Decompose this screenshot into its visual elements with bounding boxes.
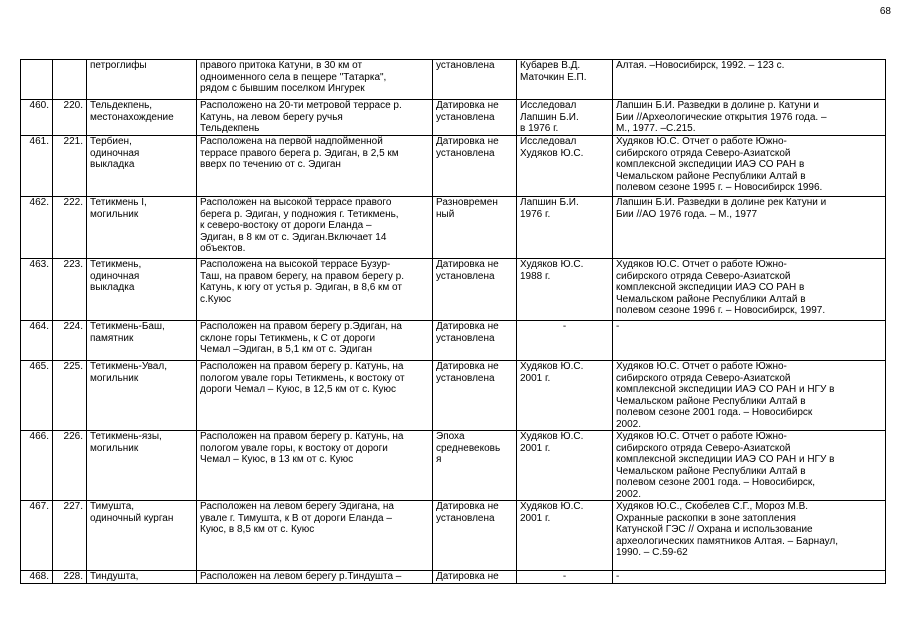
text-line: ный [436, 208, 455, 220]
text-line: установлена [436, 147, 495, 159]
text-line: установлена [436, 60, 495, 71]
text-line: выкладка [90, 159, 135, 170]
text-line: Худяков Ю.С. [520, 431, 584, 442]
text-line: Расположен на левом берегу Эдигана, на [200, 501, 394, 512]
text-line: Тербиен, [90, 136, 132, 147]
cell-location [197, 571, 433, 584]
text-line: Худяков Ю.С. Отчет о работе Южно- [616, 361, 787, 372]
text-line: Охранные раскопки в зоне затопления [616, 512, 796, 524]
text-line: - [616, 571, 620, 582]
text-line: Лапшин Б.И. [520, 111, 579, 123]
text-line: Исследовал [520, 100, 577, 111]
cell-site-number: 224. [53, 321, 87, 361]
text-line: установлена [436, 111, 495, 123]
cell-row-number: 464. [21, 321, 53, 361]
text-line: установлена [436, 332, 495, 344]
text-line: Таш, на правом берегу, на правом берегу р. [200, 270, 404, 282]
table-row [21, 321, 886, 361]
cell-site-number: 220. [53, 100, 87, 136]
cell-location [197, 259, 433, 321]
cell-site-name [87, 361, 197, 431]
text-line: Худяков Ю.С. Отчет о работе Южно- [616, 136, 787, 147]
text-line: Датировка не [436, 136, 499, 147]
table-row [21, 60, 886, 100]
cell-site-number: 228. [53, 571, 87, 584]
text-line: Бии //АО 1976 года. – М., 1977 [616, 208, 758, 220]
text-line: одиночная [90, 147, 140, 159]
text-line: Расположено на 20-ти метровой террасе р. [200, 100, 402, 111]
text-line: Датировка не [436, 259, 499, 270]
text-line: Чемальском районе Республики Алтай в [616, 465, 806, 477]
table-row [21, 431, 886, 501]
cell-researcher [517, 501, 613, 571]
text-line: Расположен на левом берегу р.Тиндушта – [200, 571, 402, 582]
text-line: Худяков Ю.С. Отчет о работе Южно- [616, 431, 787, 442]
text-line: сибирского отряда Северо-Азиатской [616, 372, 791, 384]
cell-site-name [87, 100, 197, 136]
text-line: петроглифы [90, 60, 147, 71]
text-line: Куюс, в 8,5 км от с. Куюс [200, 524, 315, 535]
text-line: Расположен на правом берегу р.Эдиган, на [200, 321, 402, 332]
text-line: Расположен на правом берегу р. Катунь, на [200, 361, 404, 372]
text-line: полевом сезоне 2001 года. – Новосибирск [616, 407, 813, 418]
text-line: Худяков Ю.С. [520, 147, 584, 159]
text-line: полевом сезоне 1996 г. – Новосибирск, 1997. [616, 305, 826, 316]
cell-row-number: 460. [21, 100, 53, 136]
cell-literature [613, 136, 886, 197]
text-line: объектов. [200, 243, 246, 254]
cell-site-number: 226. [53, 431, 87, 501]
text-line: увале г. Тимушта, к В от дороги Еланда – [200, 512, 392, 524]
cell-location [197, 100, 433, 136]
text-line: М., 1977. –С.215. [616, 123, 696, 134]
cell-row-number: 463. [21, 259, 53, 321]
cell-dating [433, 100, 517, 136]
cell-dating [433, 571, 517, 584]
text-line: Худяков Ю.С. [520, 259, 584, 270]
text-line: Бии //Археологические открытия 1976 года. – [616, 111, 827, 123]
cell-row-number: 468. [21, 571, 53, 584]
text-line: Датировка не [436, 501, 499, 512]
text-line: Датировка не [436, 321, 499, 332]
table-row [21, 100, 886, 136]
text-line: комплексной экспедиции ИАЭ СО РАН и НГУ в [616, 454, 835, 465]
text-line: Чемальском районе Республики Алтай в [616, 170, 806, 182]
cell-location [197, 197, 433, 259]
cell-literature [613, 361, 886, 431]
table-row [21, 361, 886, 431]
text-line: местонахождение [90, 111, 174, 123]
cell-literature [613, 321, 886, 361]
cell-dating [433, 321, 517, 361]
text-line: Тетикмень, [90, 259, 142, 270]
text-line: - [616, 321, 620, 332]
table-row [21, 197, 886, 259]
text-line: полевом сезоне 1995 г. – Новосибирск 1996. [616, 182, 823, 193]
cell-literature [613, 501, 886, 571]
cell-literature [613, 571, 886, 584]
cell-location [197, 60, 433, 100]
text-line: террасе правого берега р. Эдиган, в 2,5 км [200, 147, 399, 159]
text-line: в 1976 г. [520, 123, 559, 134]
cell-row-number: 462. [21, 197, 53, 259]
text-line: с.Куюс [200, 293, 232, 305]
text-line: Тетикмень-Баш, [90, 321, 165, 332]
cell-researcher [517, 571, 613, 584]
cell-location [197, 361, 433, 431]
cell-site-name [87, 60, 197, 100]
text-line: вверх по течению от с. Эдиган [200, 159, 341, 170]
cell-researcher [517, 100, 613, 136]
cell-dating [433, 60, 517, 100]
text-line: Разновремен [436, 197, 498, 208]
text-line: одноименного села в пещере "Татарка", [200, 71, 387, 83]
cell-researcher [517, 321, 613, 361]
cell-row-number: 465. [21, 361, 53, 431]
cell-site-name [87, 136, 197, 197]
cell-row-number: 461. [21, 136, 53, 197]
text-line: Эдиган, в 8 км от с. Эдиган.Включает 14 [200, 231, 387, 243]
text-line: установлена [436, 270, 495, 282]
text-line: - [562, 571, 567, 582]
cell-site-name [87, 501, 197, 571]
text-line: Катунь, на левом берегу ручья [200, 111, 343, 123]
cell-location [197, 136, 433, 197]
text-line: археологических памятников Алтая. – Барнаул, [616, 535, 839, 547]
text-line: Чемал – Куюс, в 13 км от с. Куюс [200, 454, 354, 465]
cell-site-name [87, 431, 197, 501]
table-body [21, 60, 886, 584]
text-line: 1990. – С.59-62 [616, 547, 688, 558]
text-line: Катунь, к югу от устья р. Эдиган, в 8,6 км от [200, 282, 402, 293]
text-line: склоне горы Тетикмень, к С от дороги [200, 332, 376, 344]
cell-researcher [517, 431, 613, 501]
cell-dating [433, 431, 517, 501]
text-line: Расположена на первой надпойменной [200, 136, 383, 147]
text-line: Чемальском районе Республики Алтай в [616, 395, 806, 407]
cell-literature [613, 60, 886, 100]
cell-location [197, 431, 433, 501]
cell-dating [433, 197, 517, 259]
text-line: сибирского отряда Северо-Азиатской [616, 147, 791, 159]
text-line: комплексной экспедиции ИАЭ СО РАН в [616, 282, 805, 293]
text-line: одиночная [90, 270, 140, 282]
text-line: Расположена на высокой террасе Бузур- [200, 259, 391, 270]
table-row [21, 136, 886, 197]
text-line: Тельдекпень [200, 123, 260, 134]
text-line: 1976 г. [520, 208, 551, 220]
text-line: 2001 г. [520, 372, 551, 384]
cell-dating [433, 361, 517, 431]
text-line: Лапшин Б.И. Разведки в долине р. Катуни и [616, 100, 820, 111]
text-line: Катунской ГЭС // Охрана и использование [616, 524, 813, 535]
text-line: памятник [90, 332, 134, 344]
text-line: 2001 г. [520, 512, 551, 524]
text-line: берега р. Эдиган, у подножия г. Тетикмень, [200, 208, 399, 220]
text-line: Тетикмень I, [90, 197, 147, 208]
text-line: сибирского отряда Северо-Азиатской [616, 442, 791, 454]
cell-location [197, 321, 433, 361]
text-line: Тельдекпень, [90, 100, 153, 111]
text-line: установлена [436, 512, 495, 524]
text-line: 2002. [616, 488, 642, 500]
text-line: Датировка не [436, 100, 499, 111]
text-line: Худяков Ю.С. Отчет о работе Южно- [616, 259, 787, 270]
text-line: комплексной экспедиции ИАЭ СО РАН в [616, 159, 805, 170]
text-line: Худяков Ю.С., Скобелев С.Г., Мороз М.В. [616, 501, 809, 512]
text-line: я [436, 454, 442, 465]
table-row [21, 571, 886, 584]
text-line: могильник [90, 372, 139, 384]
cell-dating [433, 259, 517, 321]
text-line: Датировка не [436, 361, 499, 372]
cell-site-number: 225. [53, 361, 87, 431]
cell-researcher [517, 60, 613, 100]
text-line: Чемал –Эдиган, в 5,1 км от с. Эдиган [200, 344, 373, 355]
cell-row-number: 466. [21, 431, 53, 501]
text-line: одиночный курган [90, 512, 174, 524]
cell-site-number [53, 60, 87, 100]
cell-site-number: 223. [53, 259, 87, 321]
cell-dating [433, 136, 517, 197]
text-line: 2002. [616, 418, 642, 430]
cell-row-number: 467. [21, 501, 53, 571]
text-line: Расположен на высокой террасе правого [200, 197, 392, 208]
text-line: могильник [90, 442, 139, 454]
text-line: - [562, 321, 567, 332]
text-line: Лапшин Б.И. [520, 197, 579, 208]
table-row [21, 259, 886, 321]
text-line: Тетикмень-язы, [90, 431, 162, 442]
text-line: к северо-востоку от дороги Еланда – [200, 220, 372, 231]
cell-site-name [87, 259, 197, 321]
table-row [21, 501, 886, 571]
text-line: Кубарев В.Д. [520, 60, 581, 71]
text-line: выкладка [90, 282, 135, 293]
text-line: средневековь [436, 442, 501, 454]
cell-literature [613, 431, 886, 501]
text-line: Тимушта, [90, 501, 135, 512]
monuments-table [20, 59, 886, 584]
text-line: комплексной экспедиции ИАЭ СО РАН и НГУ в [616, 384, 835, 395]
cell-site-number: 227. [53, 501, 87, 571]
cell-researcher [517, 259, 613, 321]
cell-site-name [87, 571, 197, 584]
page-number: 68 [879, 6, 891, 17]
text-line: пологом увале горы, к востоку от дороги [200, 442, 388, 454]
text-line: могильник [90, 208, 139, 220]
text-line: Алтая. –Новосибирск, 1992. – 123 с. [616, 60, 785, 71]
cell-site-name [87, 197, 197, 259]
cell-location [197, 501, 433, 571]
cell-dating [433, 501, 517, 571]
text-line: Тетикмень-Увал, [90, 361, 167, 372]
text-line: 2001 г. [520, 442, 551, 454]
text-line: пологом увале горы Тетикмень, к востоку от [200, 372, 405, 384]
text-line: Исследовал [520, 136, 577, 147]
text-line: Эпоха [436, 431, 465, 442]
cell-literature [613, 259, 886, 321]
text-line: Худяков Ю.С. [520, 501, 584, 512]
text-line: Чемальском районе Республики Алтай в [616, 293, 806, 305]
text-line: рядом с бывшим поселком Ингурек [200, 83, 365, 94]
cell-researcher [517, 361, 613, 431]
cell-site-name [87, 321, 197, 361]
text-line: правого притока Катуни, в 30 км от [200, 60, 363, 71]
text-line: Расположен на правом берегу р. Катунь, на [200, 431, 404, 442]
text-line: сибирского отряда Северо-Азиатской [616, 270, 791, 282]
cell-site-number: 222. [53, 197, 87, 259]
text-line: Лапшин Б.И. Разведки в долине рек Катуни и [616, 197, 827, 208]
text-line: 1988 г. [520, 270, 551, 282]
text-line: установлена [436, 372, 495, 384]
text-line: дороги Чемал – Куюс, в 12,5 км от с. Куюс [200, 384, 396, 395]
text-line: полевом сезоне 2001 года. – Новосибирск, [616, 477, 816, 488]
cell-row-number [21, 60, 53, 100]
cell-literature [613, 100, 886, 136]
text-line: Худяков Ю.С. [520, 361, 584, 372]
cell-site-number: 221. [53, 136, 87, 197]
text-line: Тиндушта, [90, 571, 139, 582]
cell-researcher [517, 136, 613, 197]
cell-literature [613, 197, 886, 259]
text-line: Маточкин Е.П. [520, 71, 587, 83]
cell-researcher [517, 197, 613, 259]
text-line: Датировка не [436, 571, 499, 582]
